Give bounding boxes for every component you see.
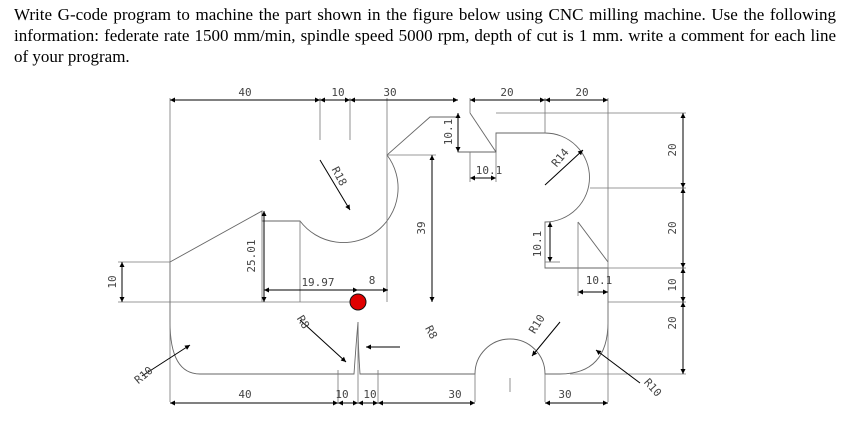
bottom-dim-5: 30 [558,388,572,401]
extension-lines [118,98,686,402]
dim-10-1-slot: 10.1 [475,164,503,177]
top-dimensions [170,86,608,100]
right-dim-3: 10 [666,278,679,292]
right-dimensions [666,113,683,374]
program-origin-marker [350,294,366,310]
dim-8: 8 [368,274,376,287]
chamfer-top [470,113,496,152]
top-dim-3: 30 [383,86,397,99]
top-dim-2: 10 [331,86,345,99]
question-text: Write G-code program to machine the part shown in the figure below using CNC milling machine. Use the following information: federate rate 1500 mm/min, spindle speed 5000 rpm, depth of cut is 1 mm. write a comment for each line of your program. [14,5,836,66]
radius-r10-bottom: R10 [526,312,548,337]
radius-r10-right: R10 [641,375,665,400]
chamfer-right [578,222,608,262]
top-dim-4: 20 [500,86,514,99]
bottom-dim-4: 30 [448,388,462,401]
bottom-dim-2: 10 [335,388,349,401]
bottom-dim-1: 40 [238,388,252,401]
dim-25-01: 25.01 [245,239,258,273]
dim-39: 39 [415,221,428,235]
radius-r8-right: R8 [422,323,440,342]
dim-10-1-right: 10.1 [585,274,613,287]
right-dim-4: 20 [666,316,679,330]
dim-19-97: 19.97 [301,276,335,289]
bottom-dimensions [170,388,608,403]
right-dim-1: 20 [666,143,679,157]
radius-r10-left: R10 [131,363,156,387]
radius-r14: R14 [548,145,572,170]
right-dim-2: 20 [666,221,679,235]
bottom-dim-3: 10 [363,388,377,401]
dim-10-1-top: 10.1 [442,118,455,146]
dim-10-1-vert: 10.1 [531,230,544,258]
radius-r18: R18 [328,164,350,189]
radius-r8-left: R8 [293,313,312,332]
top-dim-5: 20 [575,86,589,99]
top-dim-1: 40 [238,86,252,99]
left-dimension [106,262,122,302]
left-dim: 10 [106,275,119,289]
